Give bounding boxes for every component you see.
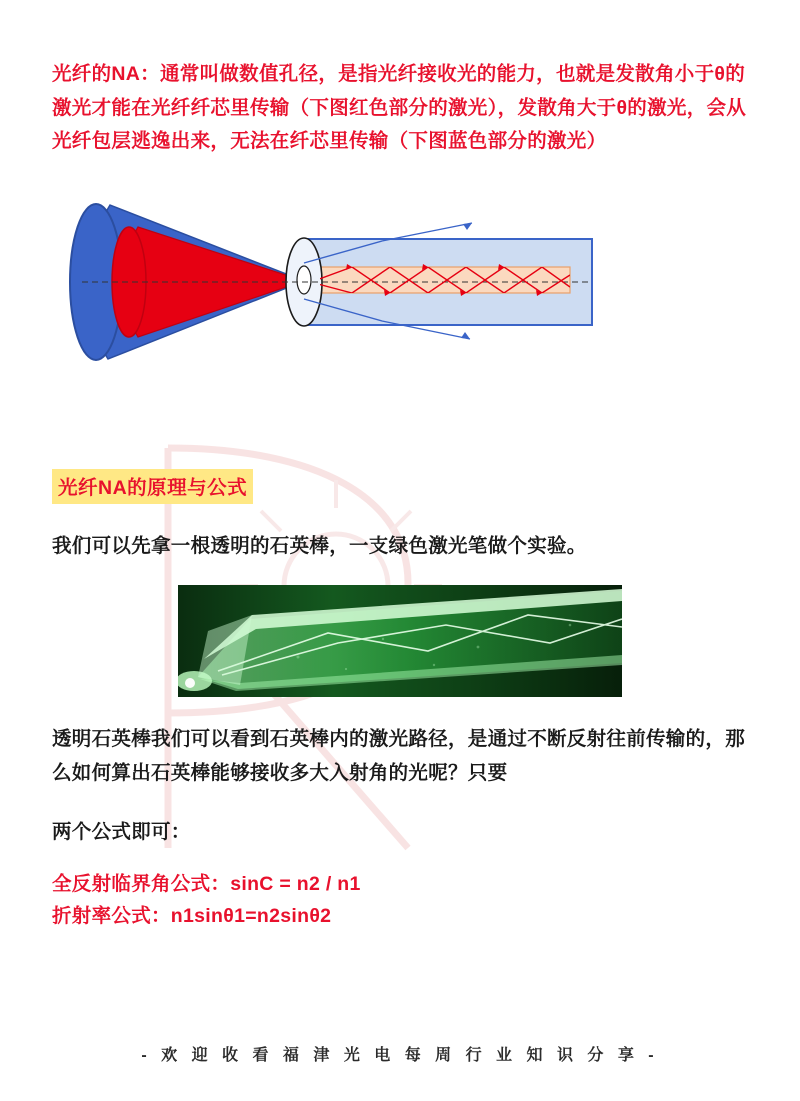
footer-text: - 欢 迎 收 看 福 津 光 电 每 周 行 业 知 识 分 享 - [141, 1047, 659, 1064]
formula-critical-angle: 全反射临界角公式：sinC = n2 / n1 [52, 873, 361, 896]
quartz-rod-photo [178, 585, 622, 697]
section-heading: 光纤NA的原理与公式 [52, 469, 253, 504]
paragraph-two-formulas: 两个公式即可： [52, 821, 191, 844]
theta-angle-label: θ（ [290, 379, 314, 396]
intro-paragraph: 光纤的NA：通常叫做数值孔径，是指光纤接收光的能力，也就是发散角小于θ的激光才能在光纤纤芯里传输（下图红色部分的激光），发散角大于θ的激光，会从光纤包层逃逸出来，无法在纤芯里传输（下图蓝色部分的激光） [52, 63, 747, 153]
paragraph-reflection: 透明石英棒我们可以看到石英棒内的激光路径，是通过不断反射往前传输的，那么如何算出石英棒能够接收多大入射角的光呢？只要 [52, 728, 746, 784]
formula-refractive-index: 折射率公式：n1sinθ1=n2sinθ2 [52, 904, 332, 927]
na-diagram [52, 193, 748, 411]
paragraph-experiment: 我们可以先拿一根透明的石英棒，一支绿色激光笔做个实验。 [52, 534, 587, 557]
document-page [0, 58, 800, 932]
formula-block [52, 816, 748, 932]
